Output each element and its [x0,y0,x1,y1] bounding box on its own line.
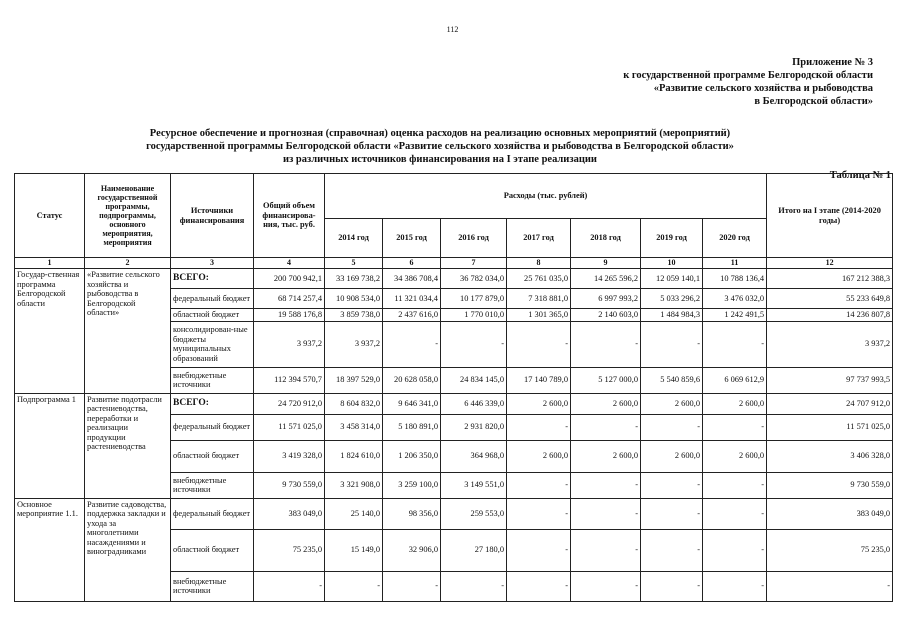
year-value-cell: 24 834 145,0 [441,367,507,393]
source-cell: областной бюджет [171,309,254,322]
total-value-cell: 200 700 942,1 [254,269,325,289]
source-cell: ВСЕГО: [171,393,254,414]
column-number: 7 [441,258,507,269]
year-value-cell: - [571,498,641,529]
year-value-cell: - [641,321,703,367]
year-value-cell: 5 127 000,0 [571,367,641,393]
year-value-cell: 36 782 034,0 [441,269,507,289]
year-value-cell: 32 906,0 [383,529,441,571]
year-value-cell: 8 604 832,0 [325,393,383,414]
name-cell: Развитие садоводства, поддержка закладки и ухода за многолетними насаждениями и виноградниками [85,498,171,601]
year-value-cell: 1 824 610,0 [325,440,383,472]
year-value-cell: - [383,571,441,601]
year-value-cell: 15 149,0 [325,529,383,571]
total-value-cell: 19 588 176,8 [254,309,325,322]
header-year: 2020 год [703,219,767,258]
year-value-cell: 33 169 738,2 [325,269,383,289]
itogo-value-cell: 383 049,0 [767,498,893,529]
table-row [15,393,893,414]
year-value-cell: - [571,414,641,440]
total-value-cell: 75 235,0 [254,529,325,571]
header-itogo: Итого на I этапе (2014-2020 годы) [767,174,893,258]
year-value-cell: 25 761 035,0 [507,269,571,289]
header-year: 2015 год [383,219,441,258]
column-number: 9 [571,258,641,269]
year-value-cell: 6 446 339,0 [441,393,507,414]
header-year: 2018 год [571,219,641,258]
status-cell: Основное мероприятие 1.1. [15,498,85,601]
year-value-cell: 98 356,0 [383,498,441,529]
appendix-line: «Развитие сельского хозяйства и рыбоводства [653,83,873,94]
total-value-cell: 112 394 570,7 [254,367,325,393]
year-value-cell: 12 059 140,1 [641,269,703,289]
year-value-cell: 2 140 603,0 [571,309,641,322]
itogo-value-cell: 75 235,0 [767,529,893,571]
year-value-cell: 1 242 491,5 [703,309,767,322]
year-value-cell: 7 318 881,0 [507,289,571,309]
year-value-cell: 3 859 738,0 [325,309,383,322]
year-value-cell: 2 600,0 [641,393,703,414]
total-value-cell: 11 571 025,0 [254,414,325,440]
column-number: 4 [254,258,325,269]
page-number: 112 [446,25,459,34]
appendix-header [533,56,873,108]
year-value-cell: 259 553,0 [441,498,507,529]
year-value-cell: - [507,529,571,571]
year-value-cell: - [507,472,571,498]
total-value-cell: 68 714 257,4 [254,289,325,309]
year-value-cell: 10 177 879,0 [441,289,507,309]
itogo-value-cell: 3 406 328,0 [767,440,893,472]
source-cell: областной бюджет [171,440,254,472]
year-value-cell: - [571,571,641,601]
itogo-value-cell: 24 707 912,0 [767,393,893,414]
total-value-cell: 383 049,0 [254,498,325,529]
year-value-cell: 2 600,0 [703,440,767,472]
source-cell: консолидирован-ные бюджеты муниципальных образований [171,321,254,367]
header-year: 2016 год [441,219,507,258]
year-value-cell: 14 265 596,2 [571,269,641,289]
year-value-cell: 3 259 100,0 [383,472,441,498]
year-value-cell: - [703,571,767,601]
year-value-cell: - [571,529,641,571]
year-value-cell: 6 997 993,2 [571,289,641,309]
year-value-cell: - [507,571,571,601]
header-status: Статус [15,174,85,258]
year-value-cell: - [383,321,441,367]
table-label: Таблица № 1 [829,170,891,181]
source-cell: ВСЕГО: [171,269,254,289]
year-value-cell: 2 600,0 [703,393,767,414]
year-value-cell: 5 033 296,2 [641,289,703,309]
year-value-cell: 3 937,2 [325,321,383,367]
year-value-cell: 20 628 058,0 [383,367,441,393]
appendix-line: в Белгородской области» [754,96,873,107]
year-value-cell: 27 180,0 [441,529,507,571]
year-value-cell: 2 600,0 [641,440,703,472]
year-value-cell: 25 140,0 [325,498,383,529]
column-number: 11 [703,258,767,269]
year-value-cell: 1 206 350,0 [383,440,441,472]
table-row [15,269,893,289]
total-value-cell: 24 720 912,0 [254,393,325,414]
year-value-cell: 5 540 859,6 [641,367,703,393]
status-cell: Подпрограмма 1 [15,393,85,498]
year-value-cell: - [641,571,703,601]
total-value-cell: 3 419 328,0 [254,440,325,472]
itogo-value-cell: 3 937,2 [767,321,893,367]
appendix-line: Приложение № 3 [792,57,873,68]
resource-table [14,173,893,602]
year-value-cell: - [641,414,703,440]
column-number: 10 [641,258,703,269]
itogo-value-cell: 9 730 559,0 [767,472,893,498]
total-value-cell: 3 937,2 [254,321,325,367]
itogo-value-cell: 55 233 649,8 [767,289,893,309]
year-value-cell: - [641,529,703,571]
name-cell: Развитие подотрасли растениеводства, переработки и реализации продукции растениеводства [85,393,171,498]
source-cell: внебюджетные источники [171,367,254,393]
year-value-cell: 3 476 032,0 [703,289,767,309]
source-cell: федеральный бюджет [171,498,254,529]
year-value-cell: 2 600,0 [571,440,641,472]
year-value-cell: 3 458 314,0 [325,414,383,440]
year-value-cell: 2 600,0 [507,393,571,414]
title-line: государственной программы Белгородской области «Развитие сельского хозяйства и рыбоводства в Белгородской области» [146,141,734,152]
column-number: 1 [15,258,85,269]
header-total: Общий объем финансирова-ния, тыс. руб. [254,174,325,258]
year-value-cell: - [703,529,767,571]
itogo-value-cell: - [767,571,893,601]
column-number: 2 [85,258,171,269]
year-value-cell: - [507,414,571,440]
year-value-cell: 364 968,0 [441,440,507,472]
year-value-cell: 5 180 891,0 [383,414,441,440]
year-value-cell: 9 646 341,0 [383,393,441,414]
year-value-cell: - [441,321,507,367]
source-cell: внебюджетные источники [171,472,254,498]
year-value-cell: 18 397 529,0 [325,367,383,393]
year-value-cell: - [507,498,571,529]
year-value-cell: 6 069 612,9 [703,367,767,393]
name-cell: «Развитие сельского хозяйства и рыбоводства в Белгородской области» [85,269,171,394]
year-value-cell: - [641,498,703,529]
year-value-cell: 11 321 034,4 [383,289,441,309]
year-value-cell: - [703,321,767,367]
year-value-cell: - [507,321,571,367]
year-value-cell: - [641,472,703,498]
header-year: 2014 год [325,219,383,258]
appendix-line: к государственной программе Белгородской области [623,70,873,81]
column-number: 5 [325,258,383,269]
status-cell: Государ-ственная программа Белгородской области [15,269,85,394]
itogo-value-cell: 11 571 025,0 [767,414,893,440]
column-number: 12 [767,258,893,269]
year-value-cell: 2 600,0 [571,393,641,414]
year-value-cell: 2 600,0 [507,440,571,472]
year-value-cell: 1 301 365,0 [507,309,571,322]
header-year: 2019 год [641,219,703,258]
year-value-cell: - [571,321,641,367]
column-number: 3 [171,258,254,269]
year-value-cell: 2 437 616,0 [383,309,441,322]
year-value-cell: - [703,472,767,498]
year-value-cell: 17 140 789,0 [507,367,571,393]
year-value-cell: 1 770 010,0 [441,309,507,322]
year-value-cell: - [441,571,507,601]
year-value-cell: 1 484 984,3 [641,309,703,322]
year-value-cell: - [325,571,383,601]
document-title [130,127,750,166]
header-source: Источники финансирования [171,174,254,258]
source-cell: федеральный бюджет [171,414,254,440]
itogo-value-cell: 97 737 993,5 [767,367,893,393]
year-value-cell: - [703,414,767,440]
year-value-cell: 10 908 534,0 [325,289,383,309]
itogo-value-cell: 167 212 388,3 [767,269,893,289]
source-cell: областной бюджет [171,529,254,571]
year-value-cell: 3 149 551,0 [441,472,507,498]
year-value-cell: 3 321 908,0 [325,472,383,498]
year-value-cell: - [571,472,641,498]
table-row [15,498,893,529]
header-expenses: Расходы (тыс. рублей) [325,174,767,219]
column-number: 8 [507,258,571,269]
year-value-cell: - [703,498,767,529]
title-line: Ресурсное обеспечение и прогнозная (справочная) оценка расходов на реализацию основных мероприятий (мероприятий) [149,128,731,139]
year-value-cell: 10 788 136,4 [703,269,767,289]
header-year: 2017 год [507,219,571,258]
title-line: из различных источников финансирования на I этапе реализации [283,154,597,165]
source-cell: федеральный бюджет [171,289,254,309]
source-cell: внебюджетные источники [171,571,254,601]
year-value-cell: 2 931 820,0 [441,414,507,440]
header-name: Наименование государственной программы, подпрограммы, основного мероприятия, мероприятия [85,174,171,258]
total-value-cell: - [254,571,325,601]
year-value-cell: 34 386 708,4 [383,269,441,289]
total-value-cell: 9 730 559,0 [254,472,325,498]
column-number: 6 [383,258,441,269]
itogo-value-cell: 14 236 807,8 [767,309,893,322]
